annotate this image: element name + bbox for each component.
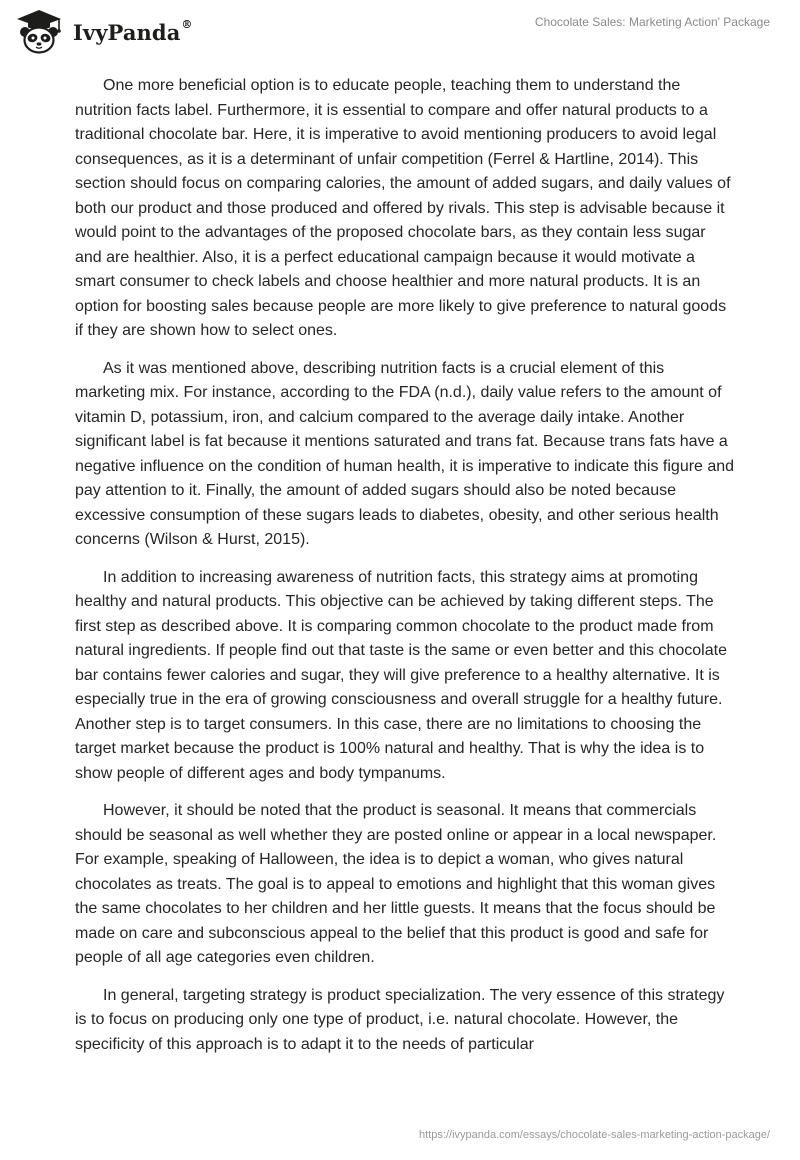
paragraph: However, it should be noted that the product is seasonal. It means that commercials should be seasonal as well whether they are posted online or appear in a local newspaper. For example, speaking of Halloween, the idea is to depict a woman, who gives natural chocolates as treats. The goal is to appeal to emotions and highlight that this woman gives the same chocolates to her children and her little guests. It means that the focus should be made on care and subconscious appeal to the belief that this product is good and safe for people of all age categories even children.: [75, 802, 717, 966]
ivypanda-logo[interactable]: [14, 8, 193, 56]
paragraph: One more beneficial option is to educate people, teaching them to understand the nutrition facts label. Furthermore, it is essential to compare and offer natural products to a traditional chocolate bar. Here, it is imperative to avoid mentioning producers to avoid legal consequences, as it is a determinant of unfair competition (Ferrel & Hartline, 2014). This section should focus on comparing calories, the amount of added sugars, and daily values of both our product and those produced and offered by rivals. This step is advisable because it would point to the advantages of the proposed chocolate bars, as they contain less sugar and are healthier. Also, it is a perfect educational campaign because it would motivate a smart consumer to check labels and choose healthier and more natural products. It is an option for boosting sales because people are more likely to give preference to natural goods if they are shown how to select ones.: [75, 77, 731, 339]
page-header: [0, 0, 800, 64]
paragraph: In general, targeting strategy is product specialization. The very essence of this strategy is to focus on producing only one type of product, i.e. natural chocolate. However, the specificity of this approach is to adapt it to the needs of particular: [75, 986, 725, 1053]
panda-graduate-icon: [14, 8, 64, 56]
document-title: Chocolate Sales: Marketing Action' Package: [534, 15, 770, 29]
source-url[interactable]: https://ivypanda.com/essays/chocolate-sales-marketing-action-package/: [419, 1129, 770, 1141]
paragraph: In addition to increasing awareness of nutrition facts, this strategy aims at promoting healthy and natural products. This objective can be achieved by taking different steps. The first step as described above. It is comparing common chocolate to the product made from natural ingredients. If people find out that taste is the same or even better and this chocolate bar contains fewer calories and sugar, they will give preference to a healthy alternative. It is especially true in the era of growing consciousness and overall struggle for a healthy future. Another step is to target consumers. In this case, there are no limitations to choosing the target market because the product is 100% natural and healthy. That is why the idea is to show people of different ages and body tympanums.: [75, 568, 727, 782]
paragraph: As it was mentioned above, describing nutrition facts is a crucial element of this marketing mix. For instance, according to the FDA (n.d.), daily value refers to the amount of vitamin D, potassium, iron, and calcium compared to the average daily intake. Another significant label is fat because it mentions saturated and trans fat. Because trans fats have a negative influence on the condition of human health, it is imperative to indicate this figure and pay attention to it. Finally, the amount of added sugars should also be noted because excessive consumption of these sugars leads to diabetes, obesity, and other serious health concerns (Wilson & Hurst, 2015).: [75, 359, 735, 548]
logo-wordmark: IvyPanda®: [73, 17, 193, 45]
essay-body: [75, 74, 735, 1070]
